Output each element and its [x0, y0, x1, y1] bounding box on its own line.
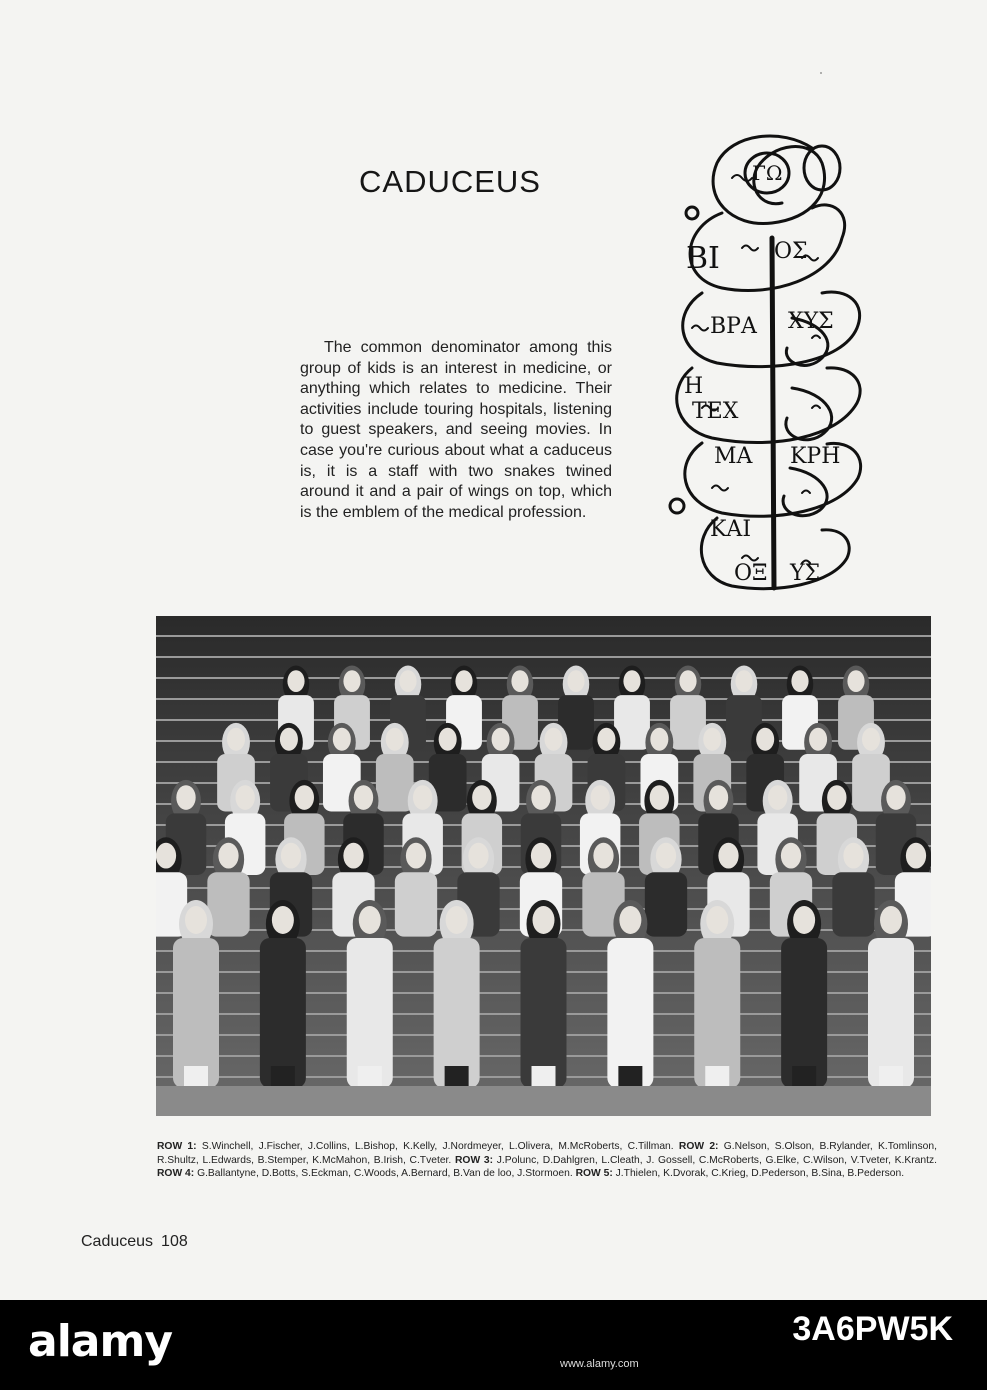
emblem-letters-6: Η [684, 374, 704, 399]
footer-section: Caduceus [81, 1233, 154, 1250]
page-number: 108 [161, 1233, 188, 1250]
speck [820, 72, 822, 74]
stock-watermark-banner [0, 1300, 987, 1390]
emblem-letters-10: ΚΑΙ [710, 517, 752, 542]
emblem-letters-9: ΚΡΗ [790, 444, 841, 469]
emblem-letters-5: ΧΥΣ [788, 309, 834, 334]
caption-row-1: ROW 1: S.Winchell, J.Fischer, J.Collins, L.Bishop, K.Kelly, J.Nordmeyer, L.Olivera, M.McRoberts, C.Tillman. [157, 1141, 674, 1152]
intro-paragraph [300, 338, 612, 523]
emblem-letters-3: ΟΣ [774, 239, 808, 264]
intro-text: The common denominator among this group of kids is an interest in medicine, or anything which relates to medicine. Their activities include touring hospitals, listening to guest speakers, and seeing movies. In case you're curious about what a caduceus is, it is a staff with two snakes twined around it and a pair of wings on top, which is the emblem of the medical profession. [300, 339, 612, 521]
emblem-letters-7: ΤΕΧ [692, 399, 739, 424]
emblem-letters-2: ΒΙ [686, 241, 720, 276]
brand-url: www.alamy.com [560, 1358, 639, 1370]
caption-row-5: ROW 5: J.Thielen, K.Dvorak, C.Krieg, D.Pederson, B.Sina, B.Pederson. [575, 1168, 905, 1179]
caption-row-4: ROW 4: G.Ballantyne, D.Botts, S.Eckman, C.Woods, A.Bernard, B.Van de loo, J.Stormoen. [157, 1168, 573, 1179]
page-title: CADUCEUS [359, 163, 541, 199]
emblem-letters-1: ΓΩ [752, 161, 783, 185]
emblem-letters-11: ΟΞ [734, 561, 768, 586]
caption-row-3: ROW 3: J.Polunc, D.Dahlgren, L.Cleath, J. Gossell, C.McRoberts, G.Elke, C.Wilson, V.Tveter, K.Krantz. [455, 1154, 938, 1166]
brand-logo: alamy [28, 1316, 172, 1367]
emblem-letters-12: ΥΣ [790, 561, 821, 586]
page-footer [81, 1233, 188, 1251]
emblem-letters-4: ΒΡΑ [710, 314, 757, 339]
caption-row-2: ROW 2: G.Nelson, S.Olson, B.Rylander, K.Tomlinson, R.Shultz, L.Edwards, B.Stemper, K.McMahon, B.Irish, C.Tveter. [157, 1141, 937, 1166]
emblem-letters-8: ΜΑ [714, 444, 753, 469]
group-photo [156, 616, 931, 1116]
photo-caption [157, 1140, 937, 1181]
image-id: 3A6PW5K [792, 1310, 953, 1348]
caduceus-emblem [662, 118, 874, 604]
